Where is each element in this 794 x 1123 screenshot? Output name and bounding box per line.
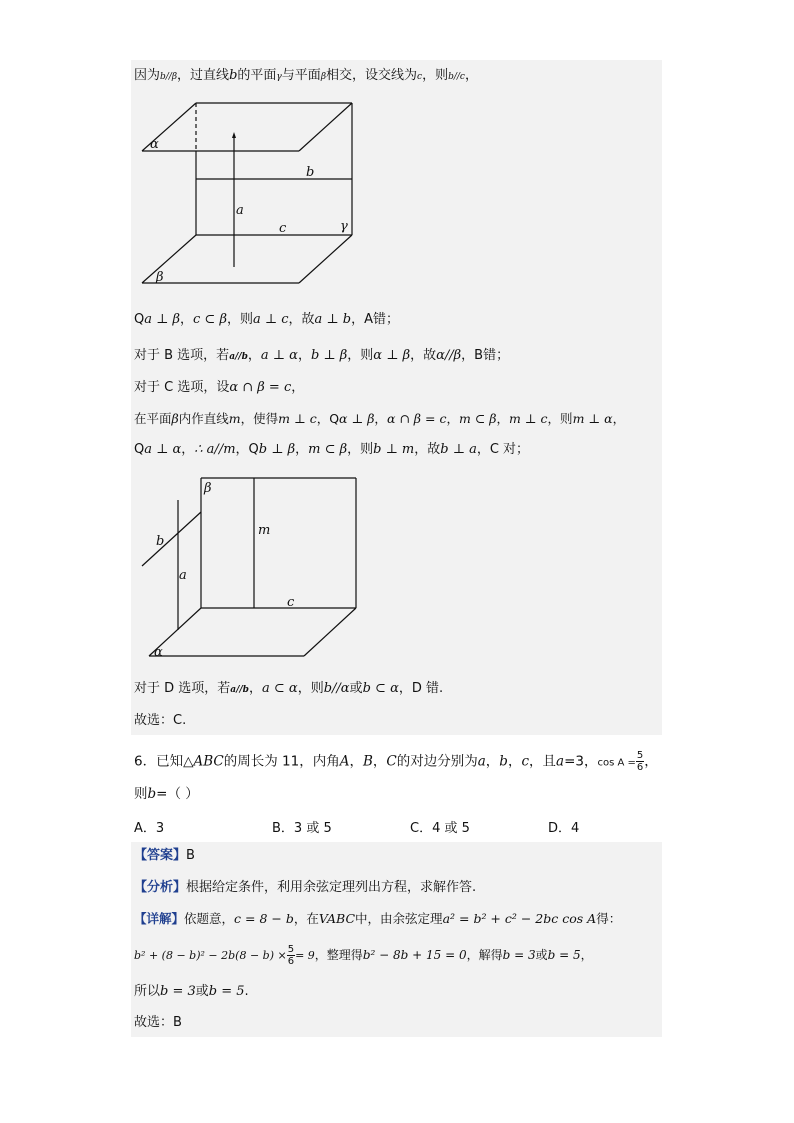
- solution-line-7: 对于 D 选项，若a//b，a ⊂ α，则b//α或b ⊂ α，D 错.: [134, 681, 444, 696]
- line-b: [142, 512, 201, 566]
- solution-line-2: Qa ⊥ β，c ⊂ β，则a ⊥ c，故a ⊥ b，A错；: [134, 312, 400, 327]
- question-6-blank: 则b=（ ）: [134, 786, 199, 802]
- option-a[interactable]: A．3: [134, 821, 165, 836]
- equation-fraction: $\frac{5}{6}$: [287, 944, 295, 967]
- fig2-label-m: m: [258, 523, 271, 538]
- final-choice-line: 故选：B: [134, 1015, 182, 1030]
- detail-equation-line: b² + (8 − b)² − 2b(8 − b) × $\frac{5}{6}$ = 9，整理得b² − 8b + 15 = 0，解得b = 3或b = 5，: [134, 944, 593, 967]
- fig2-label-beta: β: [204, 481, 212, 496]
- fig1-label-beta: β: [156, 270, 164, 285]
- solution-line-1: 因为b//β，过直线b的平面γ与平面β相交，设交线为c，则b//c，: [134, 68, 478, 83]
- figure-1-planes: [134, 95, 374, 295]
- detail-line-1: 【详解】依题意，c = 8 − b，在VABC中，由余弦定理a² = b² + c² − 2bc cos A得：: [134, 911, 622, 926]
- cos-fraction: $\frac{5}{6}$: [636, 750, 644, 773]
- solution-line-3: 对于 B 选项，若a//b，a ⊥ α，b ⊥ β，则α ⊥ β，故α//β，B错；: [134, 348, 510, 363]
- analysis-line: 【分析】根据给定条件，利用余弦定理列出方程，求解作答.: [134, 880, 477, 895]
- solution-line-4: 对于 C 选项，设α ∩ β = c，: [134, 380, 305, 395]
- plane-beta-right-edge: [299, 235, 352, 283]
- solution-line-5: 在平面β内作直线m，使得m ⊥ c，Qα ⊥ β，α ∩ β = c，m ⊂ β，m ⊥ c，则m ⊥ α，: [134, 411, 626, 426]
- question-6-stem: 6．已知△ABC的周长为 11，内角A，B，C的对边分别为a，b，c，且a=3，cos A = $\frac{5}{6}$ ，: [134, 750, 658, 773]
- line-a-arrow: [232, 132, 236, 138]
- plane-alpha-right-edge: [304, 608, 356, 656]
- fig2-label-c: c: [287, 595, 295, 610]
- plane-alpha-right-edge: [299, 103, 352, 151]
- fig1-label-a: a: [236, 203, 244, 218]
- fig2-label-a: a: [179, 568, 187, 583]
- answer-line: 【答案】B: [134, 848, 195, 863]
- solution-line-6: Qa ⊥ α，∴ a//m，Qb ⊥ β，m ⊂ β，则b ⊥ m，故b ⊥ a，C 对；: [134, 442, 530, 457]
- option-d[interactable]: D．4: [548, 821, 580, 836]
- detail-conclusion-line: 所以b = 3或b = 5.: [134, 984, 249, 999]
- fig2-label-b: b: [156, 534, 165, 549]
- answer-block-background: [131, 842, 662, 1037]
- fig1-label-alpha: α: [150, 137, 159, 152]
- plane-beta-left-edge: [142, 235, 196, 283]
- fig1-label-c: c: [279, 221, 287, 236]
- fig1-label-b: b: [306, 165, 315, 180]
- fig2-label-alpha: α: [154, 645, 163, 660]
- option-c[interactable]: C．4 或 5: [410, 821, 470, 836]
- option-b[interactable]: B．3 或 5: [272, 821, 332, 836]
- fig1-label-gamma: γ: [340, 219, 348, 234]
- solution-conclusion: 故选：C.: [134, 713, 187, 728]
- figure-2-planes: [134, 470, 374, 670]
